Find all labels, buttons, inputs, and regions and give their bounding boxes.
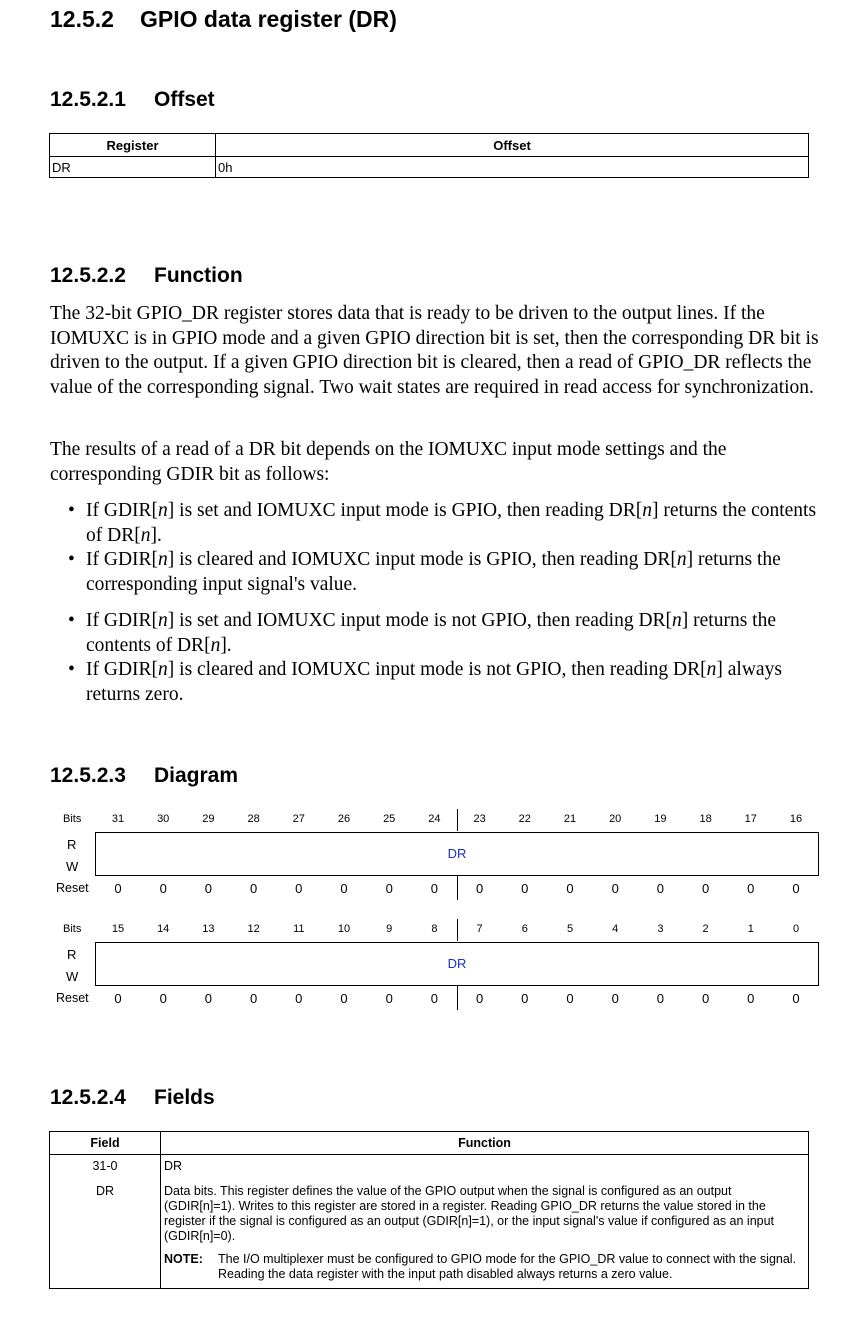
lower-byte-divider-top [457, 919, 458, 941]
field-cell [50, 1155, 161, 1289]
bit-number: 23 [473, 813, 486, 825]
fields-table-header [50, 1132, 809, 1155]
bit-number: 4 [612, 923, 619, 935]
table-row [50, 1155, 809, 1289]
section-title: GPIO data register (DR) [140, 6, 397, 32]
reset-value: 0 [521, 881, 529, 896]
reset-value: 0 [611, 991, 619, 1006]
function-paragraph-1: The 32-bit GPIO_DR register stores data that is ready to be driven to the output lines. If the IOMUXC is in GPIO mode and a given GPIO direction bit is set, then the corresponding DR bit is driven to the output. If a given GPIO direction bit is cleared, then a read of GPIO_DR reflects the value of the corresponding signal. Two wait states are required in read access for synchronization. [50, 303, 819, 398]
bit-number: 30 [157, 813, 170, 825]
function-title: Function [154, 264, 243, 287]
bit-number: 17 [744, 813, 757, 825]
bit-number: 3 [657, 923, 664, 935]
upper-bits-label: Bits [63, 813, 82, 825]
section-number: 12.5.2 [50, 6, 114, 32]
fields-table [49, 1131, 809, 1289]
reset-value: 0 [656, 881, 664, 896]
lower-bits-label: Bits [63, 923, 82, 935]
lower-read-label: R [67, 947, 77, 962]
reset-value: 0 [701, 881, 710, 896]
bit-number: 2 [702, 923, 709, 935]
reset-value: 0 [430, 881, 438, 896]
function-description: Data bits. This register defines the value of the GPIO output when the signal is configured as an output (GDIR[n]=1). Writes to this register are stored in a register. Reading GPIO_DR returns the value stored in the register if the signal is configured as an output (GDIR[n]=1), or the input signal's value if configured as an input (GDIR[n]=0). [164, 1184, 775, 1243]
lower-reset-label: Reset [56, 991, 89, 1005]
bit-number: 31 [111, 813, 125, 825]
list-item: • If GDIR[n] is set and IOMUXC input mode is GPIO, then reading DR[n] returns the contents of DR[n]. [68, 499, 828, 548]
fields-header-function: Function [161, 1132, 809, 1155]
reset-value: 0 [701, 991, 710, 1006]
diagram-number: 12.5.2.3 [50, 764, 126, 787]
reset-value: 0 [656, 991, 664, 1006]
bit-number: 24 [428, 813, 441, 825]
offset-cell-offset: 0h [216, 157, 809, 178]
function-paragraph-2: The results of a read of a DR bit depends on the IOMUXC input mode settings and the corresponding GDIR bit as follows: [50, 439, 727, 485]
offset-number: 12.5.2.1 [50, 88, 126, 111]
function-number: 12.5.2.2 [50, 264, 126, 287]
bit-number: 16 [789, 813, 803, 825]
bit-number: 26 [337, 813, 351, 825]
reset-value: 0 [295, 991, 303, 1006]
bit-number: 19 [654, 813, 667, 825]
fields-header-field: Field [50, 1132, 161, 1155]
lower-byte-divider-bottom [457, 986, 458, 1010]
bit-number: 21 [563, 813, 577, 825]
reset-value: 0 [340, 881, 348, 896]
bit-number: 11 [293, 923, 305, 935]
reset-value: 0 [204, 881, 212, 896]
upper-write-label: W [66, 859, 79, 874]
reset-value: 0 [114, 991, 122, 1006]
fields-heading [50, 1086, 215, 1110]
offset-header-offset: Offset [216, 134, 809, 157]
upper-byte-divider-top [457, 809, 458, 831]
reset-value: 0 [747, 881, 755, 896]
reset-value: 0 [521, 991, 529, 1006]
reset-value: 0 [159, 881, 167, 896]
upper-read-label: R [67, 837, 77, 852]
reset-value: 0 [385, 991, 393, 1006]
reset-value: 0 [114, 881, 122, 896]
reset-value: 0 [792, 991, 800, 1006]
reset-value: 0 [792, 881, 800, 896]
bit-number: 20 [609, 813, 622, 825]
diagram-title: Diagram [154, 764, 239, 787]
reset-value: 0 [430, 991, 438, 1006]
upper-register-box [95, 832, 819, 876]
reset-value: 0 [475, 881, 484, 896]
reset-value: 0 [385, 881, 393, 896]
bit-number: 27 [292, 813, 305, 825]
reset-value: 0 [295, 881, 303, 896]
reset-value: 0 [340, 991, 348, 1006]
upper-byte-divider-bottom [457, 876, 458, 900]
reset-value: 0 [747, 991, 755, 1006]
bit-number: 7 [476, 923, 483, 935]
bit-number: 22 [518, 813, 531, 825]
offset-cell-register: DR [50, 157, 216, 178]
upper-reset-label: Reset [56, 881, 89, 895]
note [164, 1252, 805, 1282]
lower-register-box [95, 942, 819, 986]
bit-number: 29 [202, 813, 215, 825]
function-field-name: DR [164, 1159, 183, 1173]
list-item: • If GDIR[n] is set and IOMUXC input mode is not GPIO, then reading DR[n] returns the contents of DR[n]. [68, 609, 828, 658]
bit-number: 5 [566, 923, 574, 935]
field-bits: 31-0 [92, 1159, 118, 1173]
bit-number: 14 [157, 923, 170, 935]
fields-number: 12.5.2.4 [50, 1086, 126, 1109]
bit-number: 28 [247, 813, 260, 825]
register-field-dr: DR [447, 956, 467, 971]
lower-write-label: W [66, 969, 79, 984]
bit-number: 8 [431, 923, 438, 935]
bit-number: 15 [111, 923, 125, 935]
bit-number: 25 [383, 813, 396, 825]
list-item: • If GDIR[n] is cleared and IOMUXC input mode is GPIO, then reading DR[n] returns the corresponding input signal's value. [68, 548, 828, 597]
reset-value: 0 [249, 881, 258, 896]
bit-number: 12 [247, 923, 260, 935]
bit-number: 0 [792, 923, 800, 935]
reset-value: 0 [159, 991, 167, 1006]
field-name: DR [95, 1184, 115, 1198]
list-item: • If GDIR[n] is cleared and IOMUXC input mode is not GPIO, then reading DR[n] always returns zero. [68, 658, 828, 707]
fields-title: Fields [154, 1086, 215, 1109]
reset-value: 0 [566, 881, 574, 896]
reset-value: 0 [566, 991, 574, 1006]
reset-value: 0 [611, 881, 619, 896]
bit-number: 6 [521, 923, 528, 935]
register-field-dr: DR [447, 846, 467, 861]
function-cell [161, 1155, 809, 1289]
bit-number: 13 [202, 923, 215, 935]
offset-title: Offset [154, 88, 215, 111]
bit-number: 10 [337, 923, 351, 935]
note-label: NOTE: [164, 1252, 203, 1266]
bit-number: 1 [747, 923, 754, 935]
reset-value: 0 [204, 991, 212, 1006]
reset-value: 0 [475, 991, 484, 1006]
bit-number: 9 [386, 923, 393, 935]
reset-value: 0 [249, 991, 258, 1006]
offset-header-register: Register [50, 134, 216, 157]
note-text: The I/O multiplexer must be configured to GPIO mode for the GPIO_DR value to connect with the signal. Reading the data register with the input path disabled always returns a zero value. [218, 1252, 797, 1281]
bit-number: 18 [699, 813, 712, 825]
